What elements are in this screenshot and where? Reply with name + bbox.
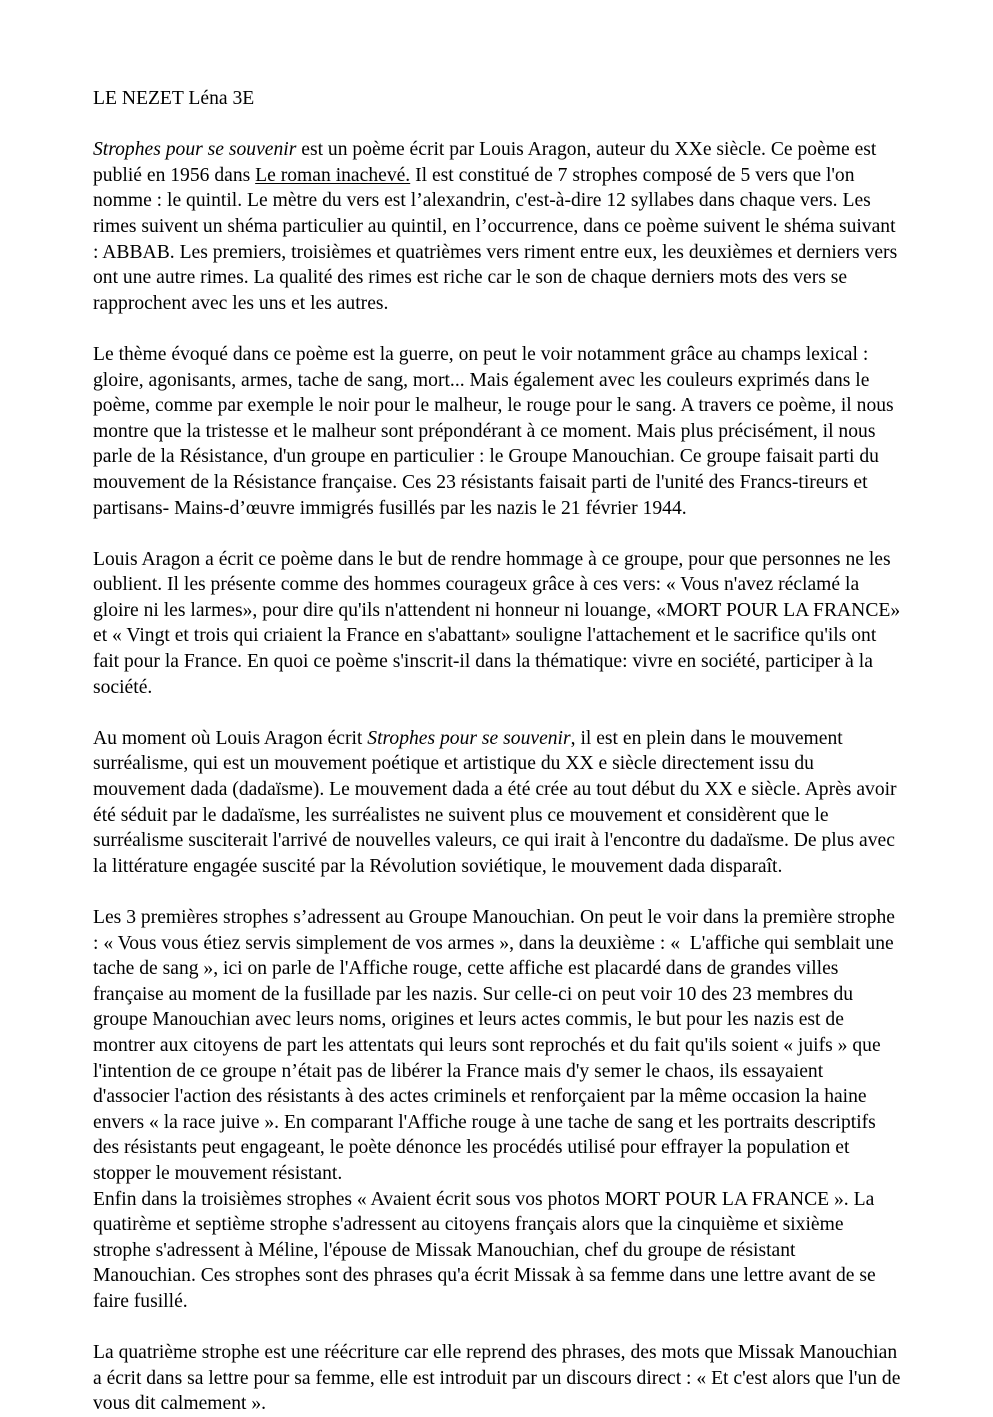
paragraph-fourth-strophe-rewrite: La quatrième strophe est une réécriture car elle reprend des phrases, des mots que Missak Manouchian a écrit dans sa lettre pour sa femme, elle est introduit par un discours direct : « Et c'est alors que l'un de vous dit calmement ». (93, 1342, 906, 1415)
paragraph-homage: Louis Aragon a écrit ce poème dans le but de rendre hommage à ce groupe, pour que personnes ne les oublient. Il les présente comme des hommes courageux grâce à ces vers: « Vous n'avez réclamé la gloire ni les larmes», pour dire qu'ils n'attendent ni honneur ni louange, «MORT POUR LA FRANCE» et « Vingt et trois qui criaient la France en s'abattant» souligne l'attachement et le sacrifice qu'ils ont fait pour la France. En quoi ce poème s'inscrit-il dans la thématique: vivre en société, participer à la société. (93, 548, 906, 698)
paragraph-intro-poem-form (93, 137, 901, 316)
paragraph-strophe-addressees: Enfin dans la troisièmes strophes « Avaient écrit sous vos photos MORT POUR LA FRANCE ». La quatirème et septième strophe s'adressent au citoyens français alors que la cinquième et sixième strophe s'adressent à Méline, l'épouse de Missak Manouchian, chef du groupe de résistant Manouchian. Ces strophes sont des phrases qu'a écrit Missak à sa femme dans une lettre avant de se faire fusillé. (93, 1188, 881, 1312)
poem-title-italic: Strophes pour se souvenir (93, 139, 297, 161)
paragraph-theme-war: Le thème évoqué dans ce poème est la guerre, on peut le voir notamment grâce au champs lexical : gloire, agonisants, armes, tache de sang, mort... Mais également avec les couleurs exprimés dans le poème, comme par exemple le noir pour le malheur, le rouge pour le sang. A travers ce poème, il nous montre que la tristesse et le malheur sont prépondérant à ce moment. Mais plus précisément, il nous parle de la Résistance, d'un groupe en particulier : le Groupe Manouchian. Ce groupe faisait parti du mouvement de la Résistance française. Ces 23 résistants faisait parti de l'unité des Francs-tireurs et partisans- Mains-d’œuvre immigrés fusillés par les nazis le 21 février 1944. (93, 343, 899, 519)
poem-title-italic-second: Strophes pour se souvenir (367, 727, 571, 749)
paragraph-surrealism (93, 726, 901, 880)
paragraph-intro-text-b: Il est constitué de 7 strophes composé de 5 vers que l'on nomme : le quintil. Le mètre du vers est l’alexandrin, c'est-à-dire 12 syllabes dans chaque vers. Les rimes suivent un shéma particulier au quintil, en l’occurrence, dans ce poème suivent le shéma suivant : ABBAB. Les premiers, troisièmes et quatrièmes vers riment entre eux, les deuxièmes et derniers vers ont une autre rimes. La qualité des rimes est riche car le son de chaque derniers mots des vers se rapprochent avec les uns et les autres. (93, 164, 903, 314)
paragraph-surrealism-text-a: Au moment où Louis Aragon écrit (93, 727, 368, 749)
book-title-underlined: Le roman inachevé. (255, 164, 411, 186)
document-body (93, 86, 906, 1417)
paragraph-intro-text-a: est un poème écrit par Louis Aragon, auteur du XXe siècle. Ce poème est publié en 1956 dans (93, 139, 882, 186)
student-name-header: LE NEZET Léna 3E (93, 88, 255, 109)
paragraph-surrealism-text-b: , il est en plein dans le mouvement surréalisme, qui est un mouvement poétique et artistique du XX e siècle directement issu du mouvement dada (dadaïsme). Le mouvement dada a été crée au tout début du XX e siècle. Après avoir été séduit par le dadaïsme, les surréalistes ne suivent plus ce mouvement et considèrent que le surréalisme susciterait l'arrivé de nouvelles valeurs, ce qui irait à l'encontre du dadaïsme. De plus avec la littérature engagée suscité par la Révolution soviétique, le mouvement dada disparaît. (93, 727, 902, 877)
paragraph-first-three-strophes: Les 3 premières strophes s’adressent au Groupe Manouchian. On peut le voir dans la première strophe : « Vous vous étiez servis simplement de vos armes », dans la deuxième : « L'affiche qui semblait une tache de sang », ici on parle de l'Affiche rouge, cette affiche est placardé dans de grandes villes française au moment de la fusillade par les nazis. Sur celle-ci on peut voir 10 des 23 membres du groupe Manouchian avec leurs noms, origines et leurs actes commis, le but pour les nazis est de montrer aux citoyens de part les attentats qui leurs sont reprochés et du fait qu'ils soient « juifs » que l'intention de ce groupe n’était pas de libérer la France mais d'y semer le chaos, ils essayaient d'associer l'action des résistants à des actes criminels et renforçaient par la même occasion la haine envers « la race juive ». En comparant l'Affiche rouge à une tache de sang et les portraits descriptifs des résistants peut engageant, le poète dénonce les procédés utilisé pour effrayer la population et stopper le mouvement résistant. (93, 907, 900, 1184)
